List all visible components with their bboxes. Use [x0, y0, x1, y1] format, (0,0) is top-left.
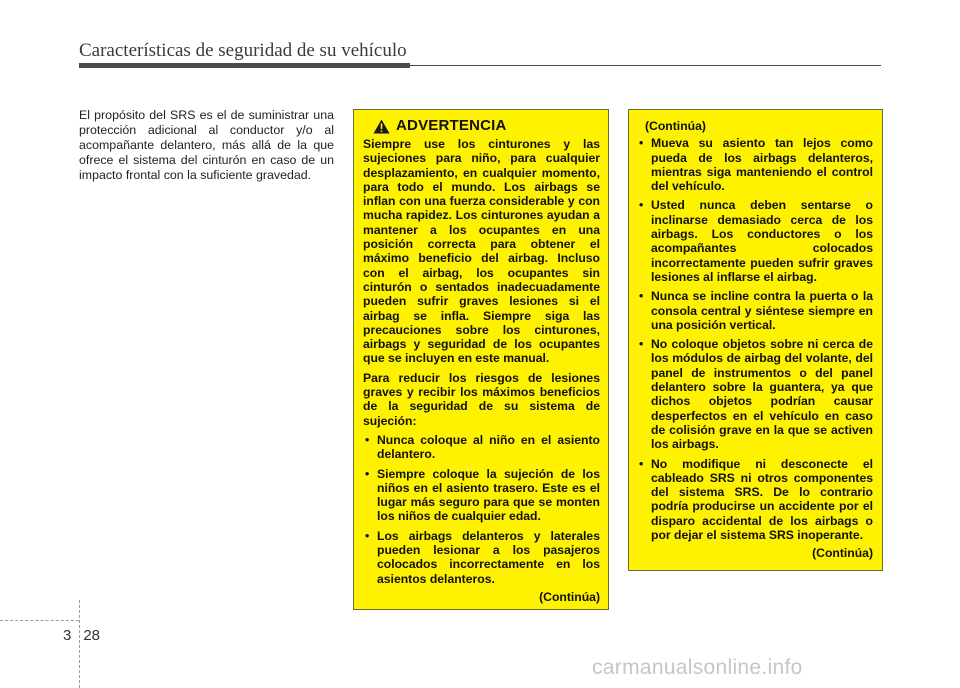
watermark: carmanualsonline.info [592, 656, 803, 679]
intro-paragraph: El propósito del SRS es el de suministrar una protección adicional al conductor y/o al acompañante delantero, más allá de la que ofrece el sistema del cinturón en caso de un impacto frontal con la suficiente gravedad. [79, 108, 334, 182]
warning-paragraph: Para reducir los riesgos de lesiones graves y recibir los máximos beneficios de la seguridad de su sistema de sujeción: [363, 370, 600, 428]
page-number-value: 28 [83, 627, 101, 644]
continues-label: (Continúa) [812, 546, 873, 561]
continues-label: (Continúa) [539, 589, 600, 604]
continued-label: (Continúa) [645, 119, 706, 133]
list-item: • Usted nunca deben sentarse o inclinarse demasiado cerca de los airbags. Los conductores o los acompañantes colocados incorrectamente pueden sufrir graves lesiones al inflarse el airbag. [637, 198, 873, 284]
header-bar [79, 63, 410, 68]
footer-vertical-rule [79, 600, 80, 688]
list-item: • No coloque objetos sobre ni cerca de los módulos de airbag del volante, del panel de instrumentos o del panel delantero sobre la guantera, ya que dichos objetos podrían causar desperfectos en el vehículo en caso de colisión grave en la que se activen los airbags. [637, 337, 873, 451]
page-header-title: Características de seguridad de su vehículo [79, 40, 407, 61]
page-number [63, 627, 100, 644]
warning-triangle-icon [373, 119, 390, 134]
list-item: • Nunca se incline contra la puerta o la consola central y siéntese siempre en una posición vertical. [637, 289, 873, 332]
list-item: • Los airbags delanteros y laterales pueden lesionar a los pasajeros colocados incorrectamente en los asientos delanteros. [363, 529, 600, 586]
warning-title: ADVERTENCIA [396, 117, 507, 135]
list-item: • Mueva su asiento tan lejos como pueda de los airbags delanteros, mientras siga manteniendo el control del vehículo. [637, 136, 873, 193]
warning-box-right [628, 109, 883, 571]
warning-box-left [353, 109, 609, 610]
list-item: • Nunca coloque al niño en el asiento delantero. [363, 433, 600, 462]
footer-horizontal-rule [0, 620, 79, 621]
header-rule [410, 65, 881, 66]
warning-bullet-list [363, 433, 600, 586]
list-item: • Siempre coloque la sujeción de los niños en el asiento trasero. Este es el lugar más seguro para que se monten los niños de cualquier edad. [363, 467, 600, 524]
section-number: 3 [63, 627, 72, 644]
warning-bullet-list [637, 136, 873, 542]
warning-heading [373, 119, 600, 134]
list-item: • No modifique ni desconecte el cableado SRS ni otros componentes del sistema SRS. De lo contrario podría producirse un accidente por el disparo accidental de los airbags o por dejar el sistema SRS inoperante. [637, 457, 873, 543]
warning-paragraph: Siempre use los cinturones y las sujeciones para niño, para cualquier desplazamiento, en cualquier momento, para todo el mundo. Los airbags se inflan con una fuerza considerable y con mucha rapidez. Los cinturones ayudan a mantener a los ocupantes en una posición correcta para obtener el máximo beneficio del airbag. Incluso con el airbag, los ocupantes sin cinturón o sentados inadecuadamente pueden sufrir graves lesiones si el airbag se infla. Siempre siga las precauciones sobre los cinturones, airbags y seguridad de los ocupantes que se incluyen en este manual. [363, 137, 600, 366]
